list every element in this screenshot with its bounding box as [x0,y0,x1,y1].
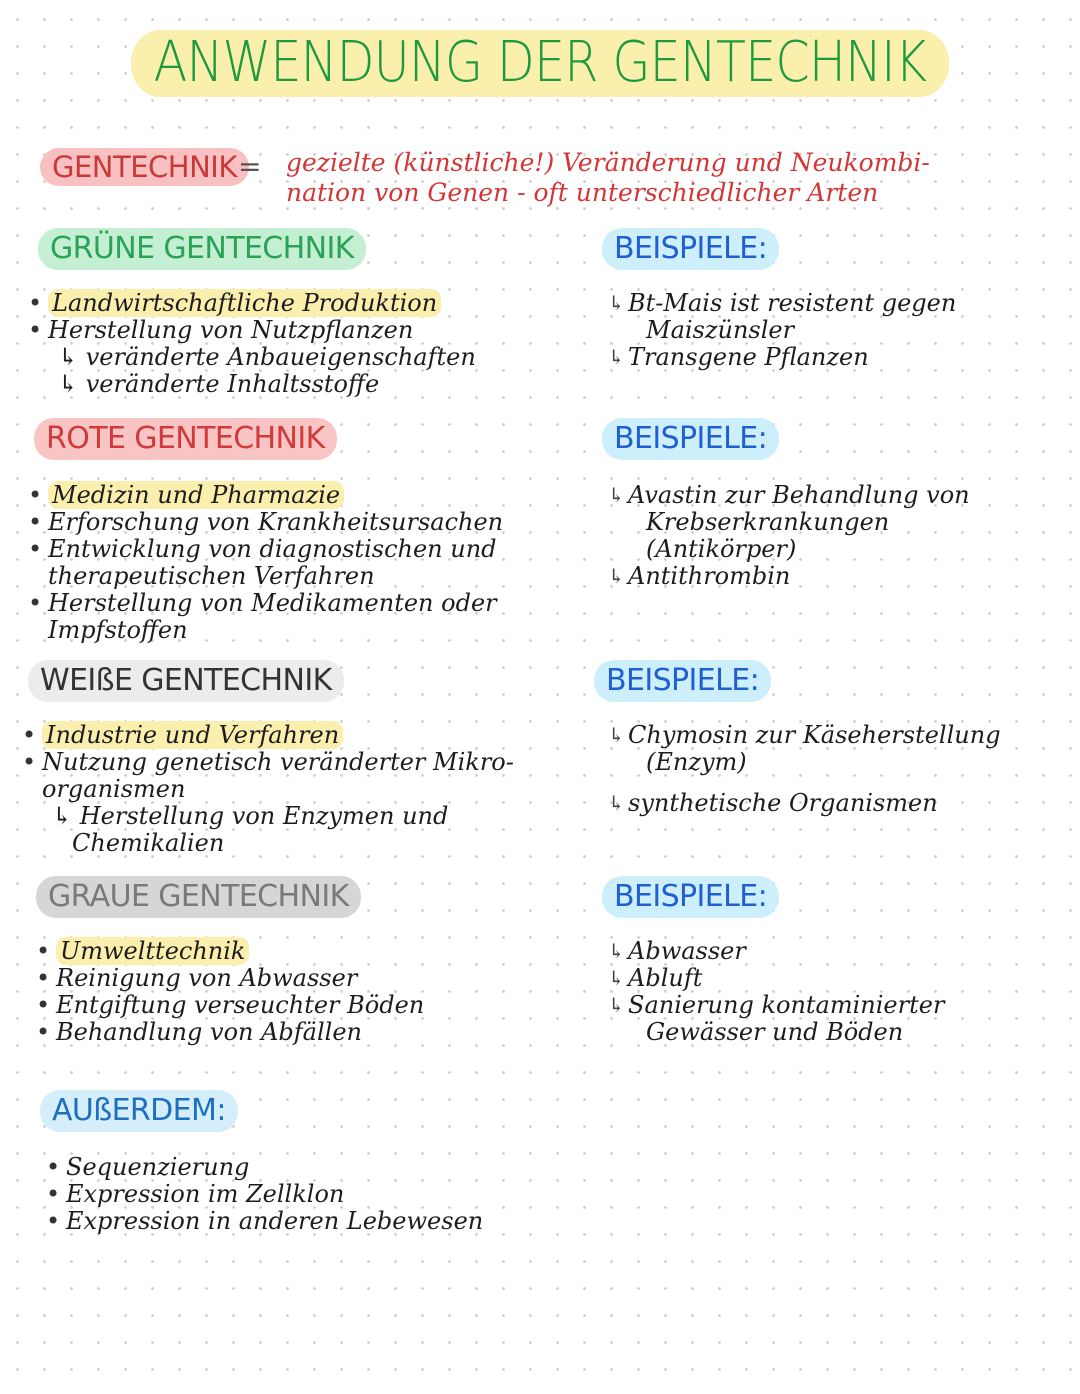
page-title-wrap [0,30,1080,97]
arrow-icon: ↳ [608,993,625,1017]
example-item: (Antikörper) [646,535,797,563]
green-examples-label: BEISPIELE: [602,228,779,270]
green-examples [608,290,1048,371]
page-title: ANWENDUNG DER GENTECHNIK [131,30,949,97]
example-item: ↳ synthetische Organismen [608,789,938,817]
arrow-icon: ↳ [608,939,625,963]
definition-line-1: gezielte (künstliche!) Veränderung und Neukombi- [286,148,930,177]
list-item: ↳ veränderte Inhaltsstoffe [58,370,380,398]
list-item: • Umwelttechnik [36,938,556,965]
white-heading: WEIßE GENTECHNIK [28,660,344,702]
white-list [22,722,562,857]
grey-heading: GRAUE GENTECHNIK [36,876,361,918]
grey-examples [608,938,1048,1046]
list-item: • Erforschung von Krankheitsursachen [28,509,568,536]
arrow-icon: ↳ [608,564,625,588]
example-item: ↳ Bt-Mais ist resistent gegen [608,289,957,317]
example-item: ↳ Chymosin zur Käseherstellung [608,721,1001,749]
example-item: (Enzym) [646,748,747,776]
green-list [28,290,548,398]
example-item: Gewässer und Böden [646,1018,904,1046]
list-item: • Reinigung von Abwasser [36,965,556,992]
list-item: • Sequenzierung [46,1154,566,1181]
list-item: Impfstoffen [48,616,188,644]
example-item: ↳ Sanierung kontaminierter [608,991,945,1019]
grey-examples-label: BEISPIELE: [602,876,779,918]
red-examples-label: BEISPIELE: [602,418,779,460]
definition-equals: = [238,150,262,183]
list-item: Chemikalien [72,829,225,857]
list-item: • Behandlung von Abfällen [36,1019,556,1046]
list-item: • Entgiftung verseuchter Böden [36,992,556,1019]
example-item: Maiszünsler [646,316,795,344]
example-item: ↳ Antithrombin [608,562,791,590]
arrow-icon: ↳ [608,723,625,747]
example-item: ↳ Avastin zur Behandlung von [608,481,970,509]
list-item: • Expression im Zellklon [46,1181,566,1208]
white-examples [608,722,1048,817]
list-item: • Medizin und Pharmazie [28,482,568,509]
example-item: ↳ Transgene Pflanzen [608,343,869,371]
list-item: • Industrie und Verfahren [22,722,562,749]
arrow-icon: ↳ [608,291,625,315]
green-heading: GRÜNE GENTECHNIK [38,228,366,270]
definition-line-2: nation von Genen - oft unterschiedlicher Arten [286,178,879,207]
list-item: • Herstellung von Nutzpflanzen [28,317,548,344]
example-item: Krebserkrankungen [646,508,890,536]
arrow-icon: ↳ [608,483,625,507]
definition-term: GENTECHNIK [40,148,249,186]
red-examples [608,482,1048,590]
red-list [28,482,568,644]
arrow-icon: ↳ [608,966,625,990]
extra-list [46,1154,566,1235]
list-item: therapeutischen Verfahren [48,562,375,590]
extra-heading: AUßERDEM: [40,1090,238,1132]
arrow-icon: ↳ [608,345,625,369]
grey-list [36,938,556,1046]
list-item: • Landwirtschaftliche Produktion [28,290,548,317]
list-item: ↳ veränderte Anbaueigenschaften [58,343,476,371]
list-item: ↳ Herstellung von Enzymen und [52,802,449,830]
arrow-icon: ↳ [608,791,625,815]
example-item: ↳ Abwasser [608,937,746,965]
list-item: organismen [42,775,186,803]
list-item: • Entwicklung von diagnostischen und [28,536,568,563]
list-item: • Expression in anderen Lebewesen [46,1208,566,1235]
example-item: ↳ Abluft [608,964,703,992]
list-item: • Herstellung von Medikamenten oder [28,590,568,617]
red-heading: ROTE GENTECHNIK [34,418,337,460]
definition-text [286,148,1046,208]
white-examples-label: BEISPIELE: [594,660,771,702]
list-item: • Nutzung genetisch veränderter Mikro- [22,749,562,776]
